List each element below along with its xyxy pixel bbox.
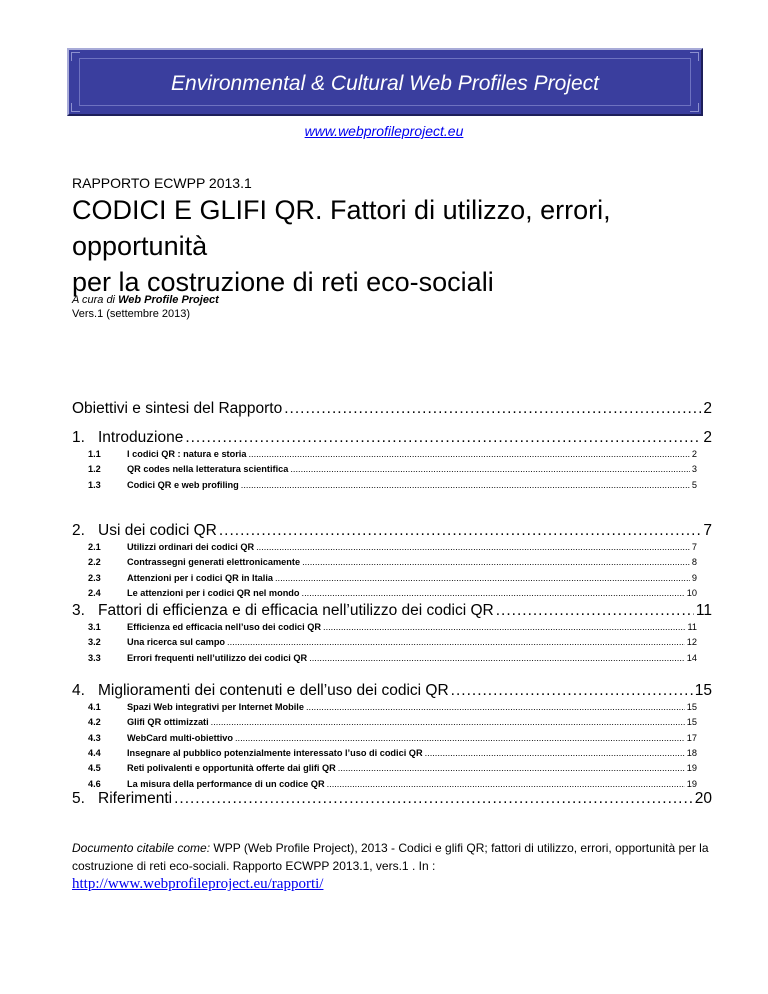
toc-leader-dots <box>290 463 690 476</box>
toc-leader-dots <box>306 701 685 714</box>
toc-subentry[interactable] <box>88 556 697 569</box>
toc-subentry-page: 5 <box>691 479 697 490</box>
toc-entry[interactable] <box>72 601 712 621</box>
citation-text: WPP (Web Profile Project), 2013 - Codici e glifi QR; fattori di utilizzo, errori, opportunità per la costruzione di reti eco-sociali. Rapporto ECWPP 2013.1, vers.1 . In : <box>72 841 709 873</box>
toc-subentry-number: 4.4 <box>88 747 101 758</box>
toc-subentry-number: 3.1 <box>88 622 101 632</box>
citation-prefix: Documento citabile come: <box>72 841 211 855</box>
toc-entry[interactable] <box>72 789 712 809</box>
toc-subentry[interactable] <box>88 479 697 492</box>
toc-subentry[interactable] <box>88 621 697 634</box>
toc-subentry-page: 17 <box>686 732 697 743</box>
report-code: RAPPORTO ECWPP 2013.1 <box>72 175 252 191</box>
toc-subentry-number: 3.3 <box>88 652 101 663</box>
toc-leader-dots <box>174 789 693 809</box>
toc-subentry-number: 4.6 <box>88 778 101 789</box>
toc-subentry-title: Reti polivalenti e opportunità offerte dai glifi QR <box>127 763 336 774</box>
toc-subentry-page: 19 <box>686 778 697 789</box>
toc-subentry-title: WebCard multi-obiettivo <box>127 732 233 743</box>
toc-subentry-title: Le attenzioni per i codici QR nel mondo <box>127 587 300 598</box>
toc-entry-title: Fattori di efficienza e di efficacia nell’utilizzo dei codici QR <box>98 602 494 619</box>
toc-subentry[interactable] <box>88 732 697 745</box>
toc-subentry-page: 3 <box>691 464 697 475</box>
toc-entry-number: 4. <box>72 682 85 699</box>
toc-subentry-number: 2.4 <box>88 587 101 598</box>
toc-subentry-title: Glifi QR ottimizzati <box>127 717 209 728</box>
toc-subentry-number: 4.5 <box>88 763 101 774</box>
toc-subentry[interactable] <box>88 747 697 760</box>
toc-subentry[interactable] <box>88 587 697 600</box>
document-title <box>72 192 712 300</box>
toc-subentry-number: 3.2 <box>88 637 101 648</box>
toc-subentry[interactable] <box>88 463 697 476</box>
toc-leader-dots <box>211 716 685 729</box>
project-banner <box>67 48 703 116</box>
toc-subentry-title: Efficienza ed efficacia nell’uso dei codici QR <box>127 622 322 632</box>
toc-subentry[interactable] <box>88 652 697 665</box>
toc-leader-dots <box>219 521 702 541</box>
toc-leader-dots <box>451 681 693 701</box>
curated-author: Web Profile Project <box>118 294 219 306</box>
toc-subentry-page: 12 <box>686 637 697 648</box>
toc-subentry-page: 9 <box>691 572 697 583</box>
toc-leader-dots <box>338 762 685 775</box>
toc-entry[interactable] <box>72 399 712 419</box>
toc-subentry-page: 14 <box>686 652 697 663</box>
toc-entry-title: Usi dei codici QR <box>98 522 217 539</box>
toc-subentry-page: 15 <box>686 717 697 728</box>
toc-subentry-title: Spazi Web integrativi per Internet Mobile <box>127 702 304 712</box>
toc-subentry-number: 4.1 <box>88 702 101 712</box>
toc-leader-dots <box>227 636 685 649</box>
toc-entry-page: 2 <box>703 400 712 417</box>
toc-subentry-page: 11 <box>687 622 697 632</box>
toc-subentry-page: 18 <box>686 747 697 758</box>
toc-entry-title: Riferimenti <box>98 790 173 807</box>
toc-subentry-title: Codici QR e web profiling <box>127 479 239 490</box>
toc-leader-dots <box>496 601 694 621</box>
toc-subentry-number: 1.1 <box>88 449 101 459</box>
toc-subentry-title: QR codes nella letteratura scientifica <box>127 464 289 475</box>
toc-entry-page: 11 <box>695 602 712 619</box>
banner-corner-decoration <box>690 52 699 61</box>
banner-corner-decoration <box>690 103 699 112</box>
toc-leader-dots <box>275 572 690 585</box>
toc-entry-number: 2. <box>72 522 85 539</box>
toc-subentry-title: Contrassegni generati elettronicamente <box>127 557 301 568</box>
toc-subentry[interactable] <box>88 716 697 729</box>
toc-entry-number: 5. <box>72 790 85 807</box>
toc-subentry-title: Errori frequenti nell’utilizzo dei codici QR <box>127 652 308 663</box>
curated-prefix: A cura di <box>72 294 116 306</box>
toc-entry-page: 20 <box>694 790 712 807</box>
toc-entry-title: Obiettivi e sintesi del Rapporto <box>72 400 283 417</box>
toc-subentry[interactable] <box>88 701 697 714</box>
toc-subentry-page: 10 <box>686 587 697 598</box>
toc-subentry-page: 8 <box>691 557 697 568</box>
toc-leader-dots <box>323 621 685 634</box>
toc-leader-dots <box>248 448 689 461</box>
toc-subentry-title: I codici QR : natura e storia <box>127 449 247 459</box>
curated-by <box>72 293 219 307</box>
title-line-2: per la costruzione di reti eco-sociali <box>72 267 494 297</box>
toc-leader-dots <box>185 428 701 448</box>
toc-subentry[interactable] <box>88 636 697 649</box>
toc-subentry-title: Una ricerca sul campo <box>127 637 226 648</box>
toc-subentry-page: 15 <box>686 702 697 712</box>
title-line-1: CODICI E GLIFI QR. Fattori di utilizzo, errori, opportunità <box>72 195 611 261</box>
toc-entry-number: 1. <box>72 429 85 446</box>
citation-link[interactable]: http://www.webprofileproject.eu/rapporti/ <box>72 876 324 892</box>
toc-leader-dots <box>425 747 685 760</box>
toc-entry-page: 7 <box>703 522 712 539</box>
toc-subentry[interactable] <box>88 572 697 585</box>
toc-leader-dots <box>241 479 690 492</box>
toc-entry-title: Introduzione <box>98 429 184 446</box>
toc-subentry-page: 2 <box>691 449 697 459</box>
toc-subentry-title: Attenzioni per i codici QR in Italia <box>127 572 273 583</box>
toc-leader-dots <box>235 732 685 745</box>
toc-leader-dots <box>309 652 685 665</box>
toc-subentry[interactable] <box>88 448 697 461</box>
toc-subentry-number: 2.3 <box>88 572 101 583</box>
toc-subentry-number: 2.2 <box>88 557 101 568</box>
toc-entry[interactable] <box>72 681 712 701</box>
toc-subentry[interactable] <box>88 762 697 775</box>
toc-leader-dots <box>302 556 690 569</box>
toc-entry-title: Miglioramenti dei contenuti e dell’uso dei codici QR <box>98 682 449 699</box>
toc-entry-page: 2 <box>703 429 712 446</box>
toc-subentry-number: 4.2 <box>88 717 101 728</box>
toc-entry[interactable] <box>72 521 712 541</box>
toc-subentry-number: 2.1 <box>88 542 101 552</box>
toc-subentry[interactable] <box>88 541 697 554</box>
toc-entry-page: 15 <box>694 682 712 699</box>
toc-entry[interactable] <box>72 428 712 448</box>
toc-subentry-number: 1.2 <box>88 464 101 475</box>
toc-leader-dots <box>284 399 701 419</box>
toc-subentry-number: 1.3 <box>88 479 101 490</box>
toc-subentry-number: 4.3 <box>88 732 101 743</box>
version-info: Vers.1 (settembre 2013) <box>72 308 191 320</box>
toc-subentry-title: Utilizzi ordinari dei codici QR <box>127 542 255 552</box>
banner-title: Environmental & Cultural Web Profiles Project <box>171 72 599 95</box>
toc-subentry-title: La misura della performance di un codice QR <box>127 778 325 789</box>
toc-subentry-page: 7 <box>691 542 697 552</box>
toc-subentry-page: 19 <box>686 763 697 774</box>
toc-leader-dots <box>256 541 690 554</box>
toc-subentry-title: Insegnare al pubblico potenzialmente interessato l’uso di codici QR <box>127 747 423 758</box>
citation <box>72 839 712 875</box>
toc-leader-dots <box>302 587 685 600</box>
toc-entry-number: 3. <box>72 602 85 619</box>
website-link[interactable]: www.webprofileproject.eu <box>304 123 464 139</box>
